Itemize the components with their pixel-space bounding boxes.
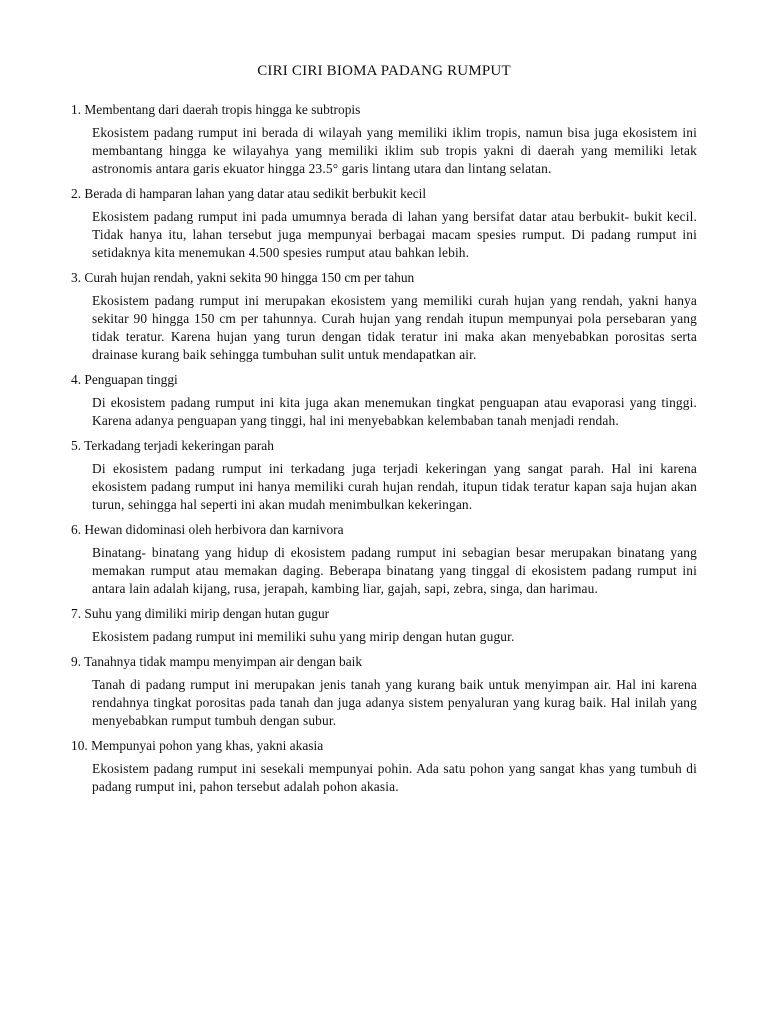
section-3 [71,269,697,364]
section-body: Di ekosistem padang rumput ini kita juga akan menemukan tingkat penguapan atau evaporasi yang tinggi. Karena adanya penguapan yang tinggi, hal ini menyebabkan kelembaban tanah menjadi rendah. [92,395,697,428]
section-heading: 10. Mempunyai pohon yang khas, yakni akasia [71,738,324,753]
section-5 [71,437,697,514]
section-2 [71,185,697,262]
section-body: Ekosistem padang rumput ini sesekali mempunyai pohin. Ada satu pohon yang sangat khas yang tumbuh di padang rumput ini, pahon tersebut adalah pohon akasia. [92,761,697,794]
section-heading: 5. Terkadang terjadi kekeringan parah [71,438,274,453]
section-1 [71,101,697,178]
section-body: Ekosistem padang rumput ini berada di wilayah yang memiliki iklim tropis, namun bisa juga ekosistem ini membantang hingga ke wilayahya yang memiliki iklim sub tropis yakni di daerah yang memiliki letak astronomis antara garis ekuator hingga 23.5° garis lintang utara dan lintang selatan. [92,125,697,176]
section-body: Ekosistem padang rumput ini merupakan ekosistem yang memiliki curah hujan yang rendah, yakni hanya sekitar 90 hingga 150 cm per tahunnya. Curah hujan yang rendah itupun mempunyai pola persebaran yang tidak teratur. Karena hujan yang turun dengan tidak teratur ini maka akan menyebabkan porositas serta drainase kurang baik sehingga tumbuhan sulit untuk mendapatkan air. [92,293,697,362]
section-heading: 2. Berada di hamparan lahan yang datar atau sedikit berbukit kecil [71,186,427,201]
section-body: Ekosistem padang rumput ini pada umumnya berada di lahan yang bersifat datar atau berbukit- bukit kecil. Tidak hanya itu, lahan tersebut juga mempunyai berbagai macam spesies rumput. Di padang rumput ini setidaknya kita menemukan 4.500 spesies rumput atau bahkan lebih. [92,209,697,260]
section-heading: 9. Tanahnya tidak mampu menyimpan air dengan baik [71,654,363,669]
section-4 [71,371,697,430]
section-heading: 7. Suhu yang dimiliki mirip dengan hutan gugur [71,606,330,621]
section-6 [71,521,697,598]
document-title: CIRI CIRI BIOMA PADANG RUMPUT [257,63,511,79]
section-7 [71,605,697,646]
section-body: Binatang- binatang yang hidup di ekosistem padang rumput ini sebagian besar merupakan binatang yang memakan rumput atau memakan daging. Beberapa binatang yang tinggal di ekosistem padang rumput ini antara lain adalah kijang, rusa, jerapah, kambing liar, gajah, sapi, zebra, singa, dan harimau. [92,545,697,596]
section-heading: 3. Curah hujan rendah, yakni sekita 90 hingga 150 cm per tahun [71,270,415,285]
section-heading: 1. Membentang dari daerah tropis hingga ke subtropis [71,102,361,117]
section-heading: 4. Penguapan tinggi [71,372,178,387]
section-body: Tanah di padang rumput ini merupakan jenis tanah yang kurang baik untuk menyimpan air. Hal ini karena rendahnya tingkat porositas pada tanah dan juga adanya sistem penyaluran yang kurag baik. Hal inilah yang menyebabkan rumput tumbuh dengan subur. [92,677,697,728]
section-10 [71,737,697,796]
section-9 [71,653,697,730]
section-heading: 6. Hewan didominasi oleh herbivora dan karnivora [71,522,344,537]
section-body: Di ekosistem padang rumput ini terkadang juga terjadi kekeringan yang sangat parah. Hal ini karena ekosistem padang rumput ini hanya memiliki curah hujan rendah, itupun tidak teratur kapan saja hujan akan turun, sehingga hal seperti ini akan mudah menimbulkan kekeringan. [92,461,697,512]
section-body: Ekosistem padang rumput ini memiliki suhu yang mirip dengan hutan gugur. [92,629,515,644]
